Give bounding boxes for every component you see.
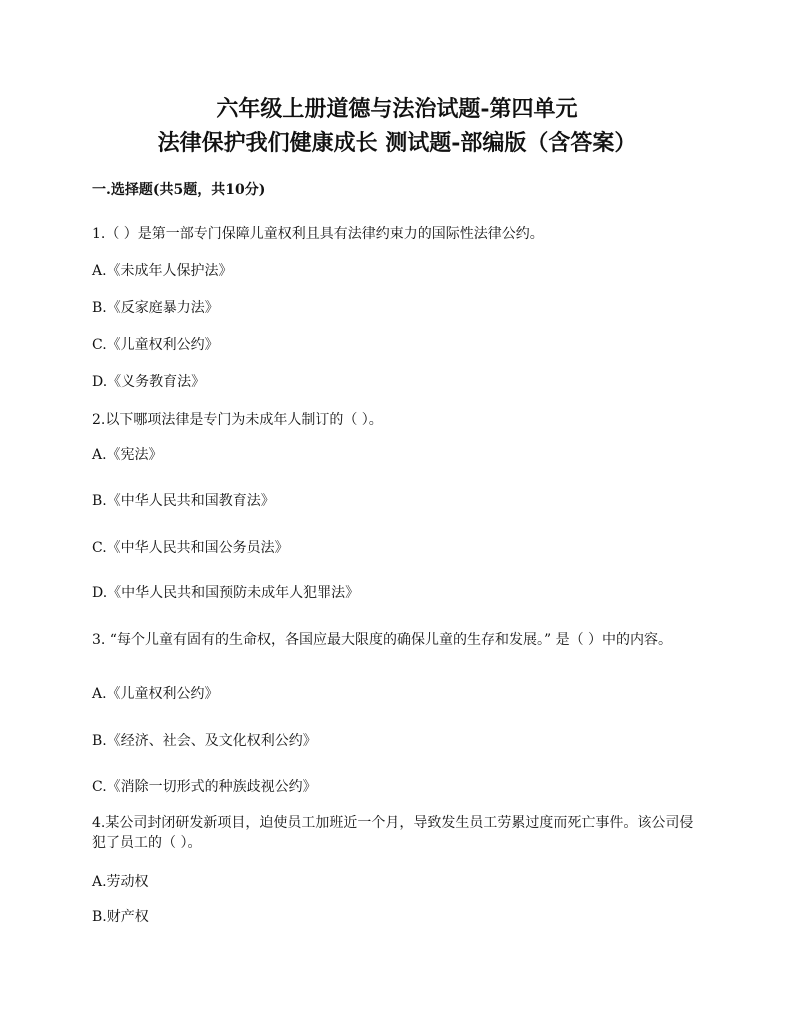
question-4-stem: 4.某公司封闭研发新项目，迫使员工加班近一个月，导致发生员工劳累过度而死亡事件。该公司侵犯了员工的（ ）。	[92, 815, 694, 851]
section-heading: 一.选择题(共5题，共10分)	[92, 182, 266, 198]
document-title-line-2: 法律保护我们健康成长 测试题-部编版（含答案）	[157, 130, 637, 156]
question-1-option-d: D.《义务教育法》	[92, 374, 206, 390]
question-4-option-b: B.财产权	[92, 909, 149, 925]
question-1-stem: 1.（ ）是第一部专门保障儿童权利且具有法律约束力的国际性法律公约。	[92, 226, 544, 242]
question-3-stem: 3. “每个儿童有固有的生命权，各国应最大限度的确保儿童的生存和发展。” 是（ ）中的内容。	[92, 632, 673, 648]
question-2-option-b: B.《中华人民共和国教育法》	[92, 493, 275, 509]
question-4-option-a: A.劳动权	[92, 874, 149, 890]
question-3-option-a: A.《儿童权利公约》	[92, 686, 219, 702]
question-1-option-c: C.《儿童权利公约》	[92, 337, 219, 353]
question-2-stem: 2.以下哪项法律是专门为未成年人制订的（ ）。	[92, 412, 383, 428]
question-1-option-b: B.《反家庭暴力法》	[92, 300, 219, 316]
question-3-option-b: B.《经济、社会、及文化权利公约》	[92, 733, 317, 749]
question-1-option-a: A.《未成年人保护法》	[92, 263, 233, 279]
question-2-option-d: D.《中华人民共和国预防未成年人犯罪法》	[92, 585, 360, 601]
question-3-option-c: C.《消除一切形式的种族歧视公约》	[92, 779, 317, 795]
question-2-option-a: A.《宪法》	[92, 447, 163, 463]
document-title-line-1: 六年级上册道德与法治试题-第四单元	[216, 96, 578, 122]
question-2-option-c: C.《中华人民共和国公务员法》	[92, 540, 289, 556]
